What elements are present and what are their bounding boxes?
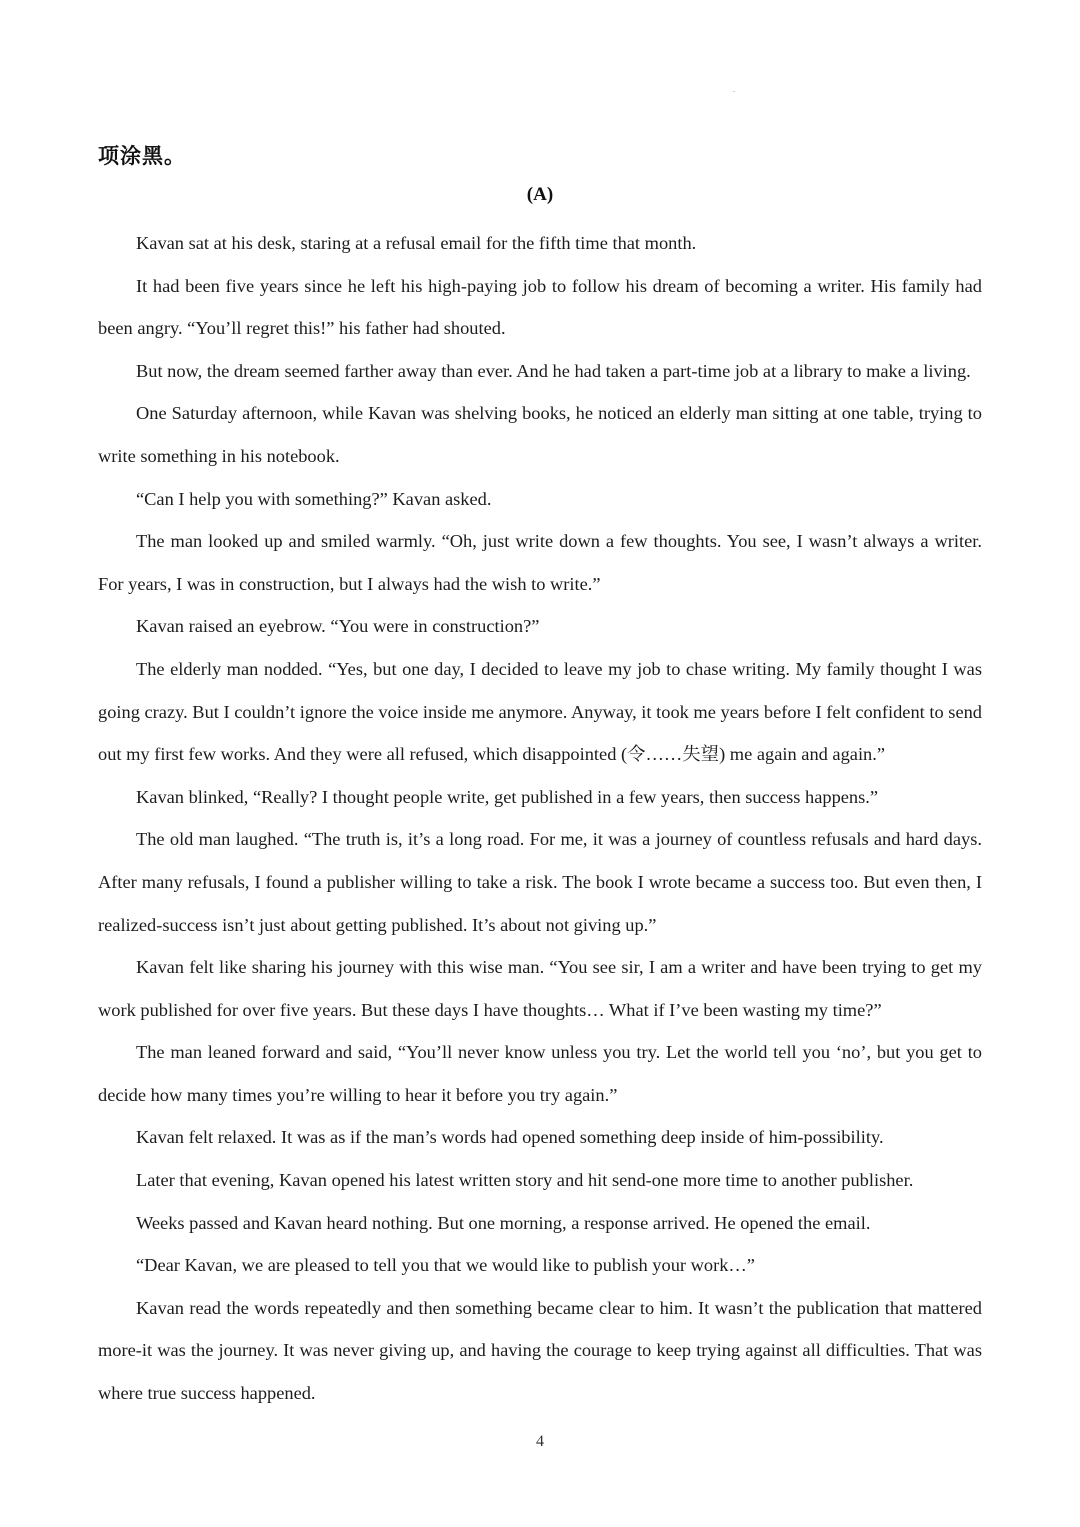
paragraph: Kavan read the words repeatedly and then something became clear to him. It wasn’t the publication that mattered more-it was the journey. It was never giving up, and having the courage to keep trying against all difficulties. That was where true success happened. (98, 1297, 982, 1404)
page-number: 4 (536, 1433, 544, 1450)
scan-speck (733, 91, 735, 92)
paragraph: The old man laughed. “The truth is, it’s a long road. For me, it was a journey of countless refusals and hard days. After many refusals, I found a publisher willing to take a risk. The book I wrote became a success too. But even then, I realized-success isn’t just about getting published. It’s about not giving up.” (98, 829, 982, 935)
paragraph: One Saturday afternoon, while Kavan was shelving books, he noticed an elderly man sitting at one table, trying to write something in his notebook. (98, 403, 982, 466)
instruction-heading: 项涂黑。 (98, 144, 186, 168)
paragraph: Kavan sat at his desk, staring at a refusal email for the fifth time that month. (136, 233, 697, 253)
paragraph: Kavan felt relaxed. It was as if the man’s words had opened something deep inside of him-possibility. (136, 1127, 884, 1148)
paragraph: Kavan raised an eyebrow. “You were in construction?” (136, 616, 540, 637)
section-title: (A) (526, 184, 554, 205)
paragraph: The man leaned forward and said, “You’ll never know unless you try. Let the world tell you ‘no’, but you get to decide how many times you’re willing to hear it before you try again.” (98, 1042, 982, 1105)
paragraph: It had been five years since he left his high-paying job to follow his dream of becoming a writer. His family had been angry. “You’ll regret this!” his father had shouted. (98, 275, 982, 339)
paragraph: Later that evening, Kavan opened his latest written story and hit send-one more time to another publisher. (136, 1170, 914, 1191)
paragraph: Weeks passed and Kavan heard nothing. But one morning, a response arrived. He opened the email. (136, 1212, 871, 1233)
paragraph: “Dear Kavan, we are pleased to tell you that we would like to publish your work…” (136, 1255, 755, 1276)
paragraph: The man looked up and smiled warmly. “Oh, just write down a few thoughts. You see, I wasn’t always a writer. For years, I was in construction, but I always had the wish to write.” (98, 531, 982, 594)
paragraph: The elderly man nodded. “Yes, but one day, I decided to leave my job to chase writing. My family thought I was going crazy. But I couldn’t ignore the voice inside me anymore. Anyway, it took me years before I felt confident to send out my first few works. And they were all refused, which disappointed (令……失望) me again and again.” (98, 658, 982, 765)
paragraph: “Can I help you with something?” Kavan asked. (136, 488, 492, 509)
paragraph: Kavan felt like sharing his journey with this wise man. “You see sir, I am a writer and have been trying to get my work published for over five years. But these days I have thoughts… What if I’ve been wasting my time?” (98, 957, 982, 1020)
paragraph: Kavan blinked, “Really? I thought people write, get published in a few years, then success happens.” (136, 786, 879, 807)
paragraph: But now, the dream seemed farther away than ever. And he had taken a part-time job at a library to make a living. (136, 360, 971, 381)
passage-body (98, 222, 982, 1415)
